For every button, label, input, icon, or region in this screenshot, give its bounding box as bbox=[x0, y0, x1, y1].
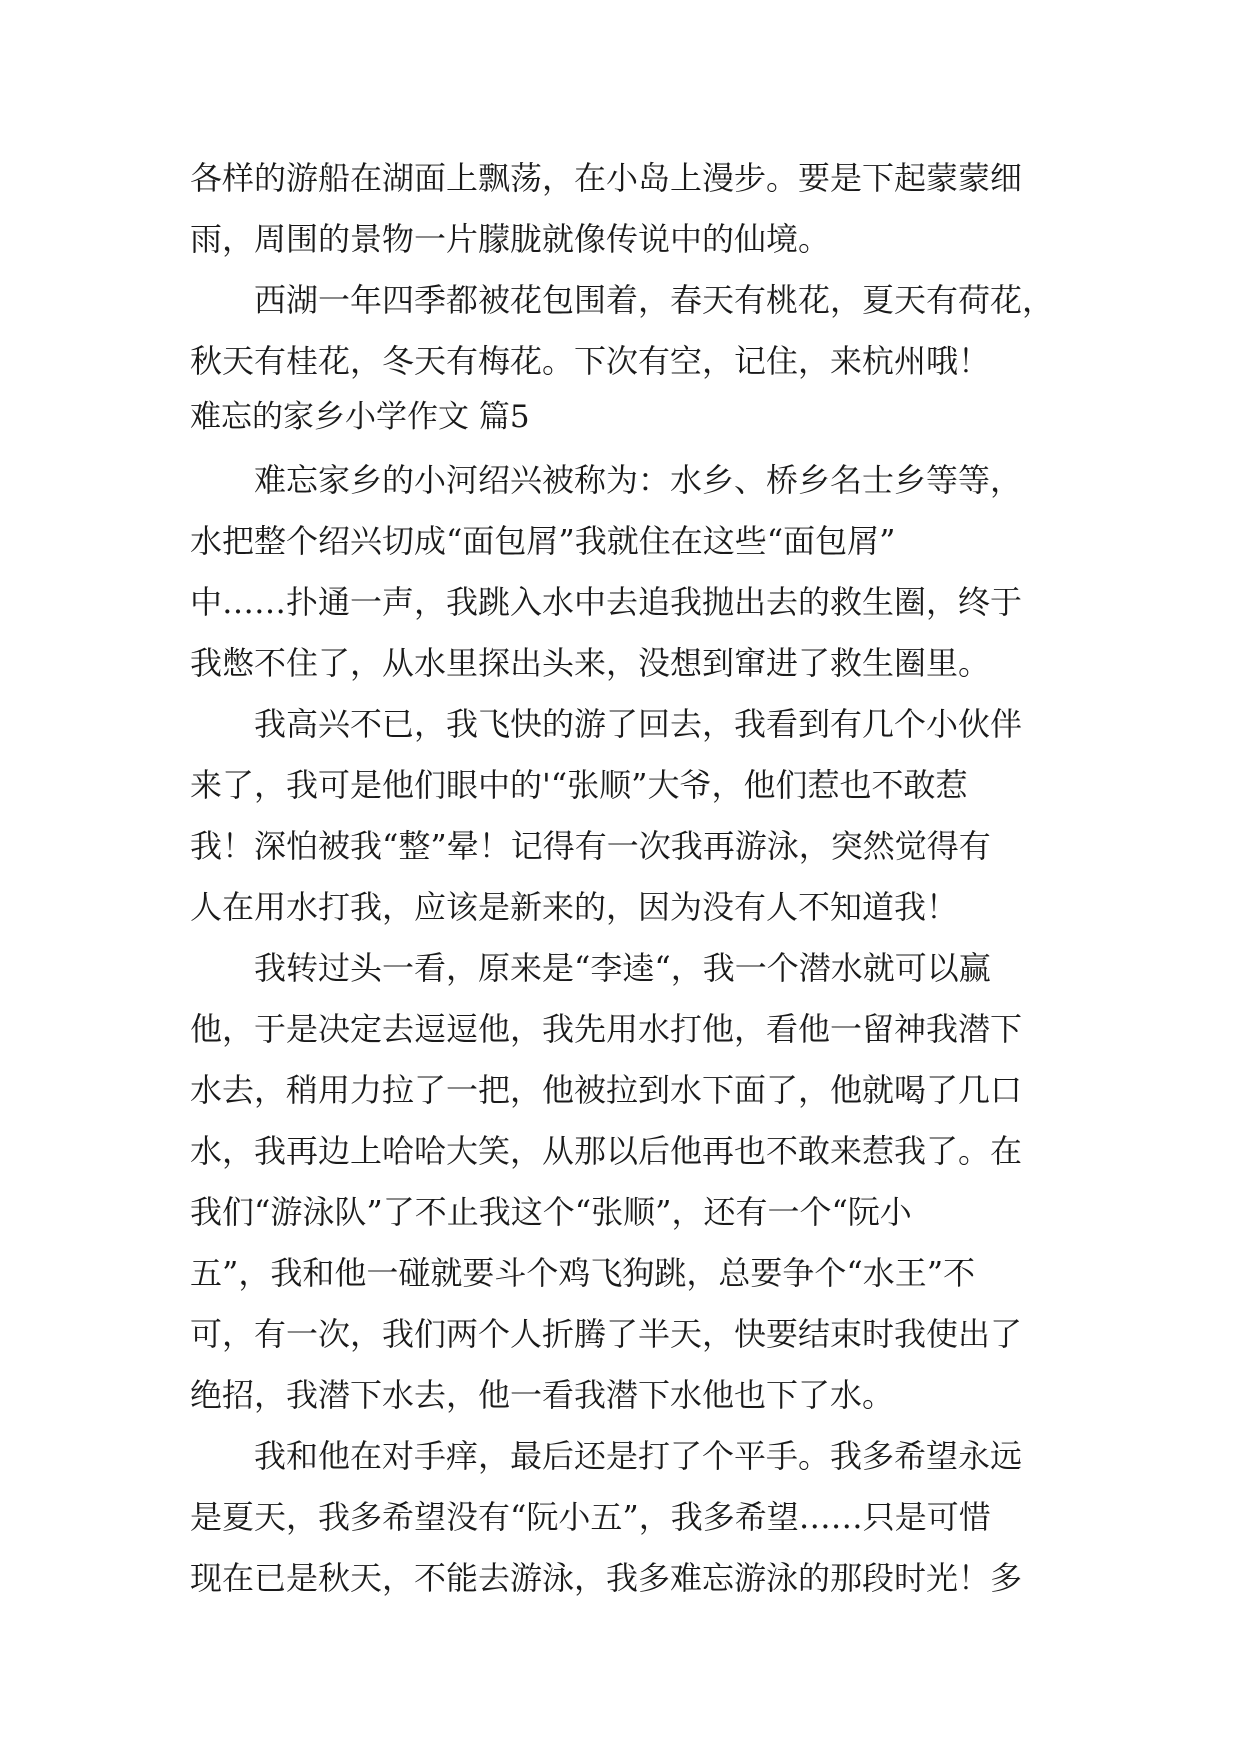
text-line: 中……扑通一声，我跳入水中去追我抛出去的救生圈，终于 bbox=[190, 583, 1023, 621]
text-line: 西湖一年四季都被花包围着，春天有桃花，夏天有荷花， bbox=[254, 281, 1055, 319]
paragraph bbox=[190, 450, 1055, 694]
text-line: 水把整个绍兴切成“面包屑”我就住在这些“面包屑” bbox=[190, 522, 896, 560]
text-line: 可，有一次，我们两个人折腾了半天，快要结束时我使出了 bbox=[190, 1315, 1023, 1353]
text-line: 是夏天，我多希望没有“阮小五”，我多希望……只是可惜 bbox=[190, 1498, 991, 1536]
paragraph bbox=[190, 1426, 1055, 1609]
text-line: 现在已是秋天，不能去游泳，我多难忘游泳的那段时光！多 bbox=[190, 1559, 1023, 1597]
text-line: 水去，稍用力拉了一把，他被拉到水下面了，他就喝了几口 bbox=[190, 1071, 1023, 1109]
text-line: 他，于是决定去逗逗他，我先用水打他，看他一留神我潜下 bbox=[190, 1010, 1023, 1048]
document-body bbox=[190, 148, 1055, 1609]
text-line: 来了，我可是他们眼中的'“张顺”大爷，他们惹也不敢惹 bbox=[190, 766, 968, 804]
text-line: 我高兴不已，我飞快的游了回去，我看到有几个小伙伴 bbox=[254, 705, 1023, 743]
text-line: 我们“游泳队”了不止我这个“张顺”，还有一个“阮小 bbox=[190, 1193, 912, 1231]
text-line: 我转过头一看，原来是“李逵“，我一个潜水就可以赢 bbox=[254, 949, 991, 987]
heading-spacer bbox=[190, 442, 1055, 450]
paragraph bbox=[190, 270, 1055, 392]
text-line: 我和他在对手痒，最后还是打了个平手。我多希望永远 bbox=[254, 1437, 1023, 1475]
text-line: 秋天有桂花，冬天有梅花。下次有空，记住，来杭州哦！ bbox=[190, 342, 991, 380]
paragraph bbox=[190, 148, 1055, 270]
text-line: 雨，周围的景物一片朦胧就像传说中的仙境。 bbox=[190, 220, 831, 258]
text-line: 绝招，我潜下水去，他一看我潜下水他也下了水。 bbox=[190, 1376, 895, 1414]
text-line: 我憋不住了，从水里探出头来，没想到窜进了救生圈里。 bbox=[190, 644, 991, 682]
paragraph bbox=[190, 938, 1055, 1426]
section-heading: 难忘的家乡小学作文 篇5 bbox=[190, 399, 530, 435]
text-line: 人在用水打我，应该是新来的，因为没有人不知道我！ bbox=[190, 888, 959, 926]
text-line: 难忘家乡的小河绍兴被称为：水乡、桥乡名士乡等等， bbox=[254, 461, 1023, 499]
text-line: 各样的游船在湖面上飘荡，在小岛上漫步。要是下起蒙蒙细 bbox=[190, 159, 1023, 197]
paragraph bbox=[190, 694, 1055, 938]
text-line: 水，我再边上哈哈大笑，从那以后他再也不敢来惹我了。在 bbox=[190, 1132, 1023, 1170]
text-line: 我！深怕被我“整”晕！记得有一次我再游泳，突然觉得有 bbox=[190, 827, 991, 865]
text-line: 五”，我和他一碰就要斗个鸡飞狗跳，总要争个“水王”不 bbox=[190, 1254, 976, 1292]
